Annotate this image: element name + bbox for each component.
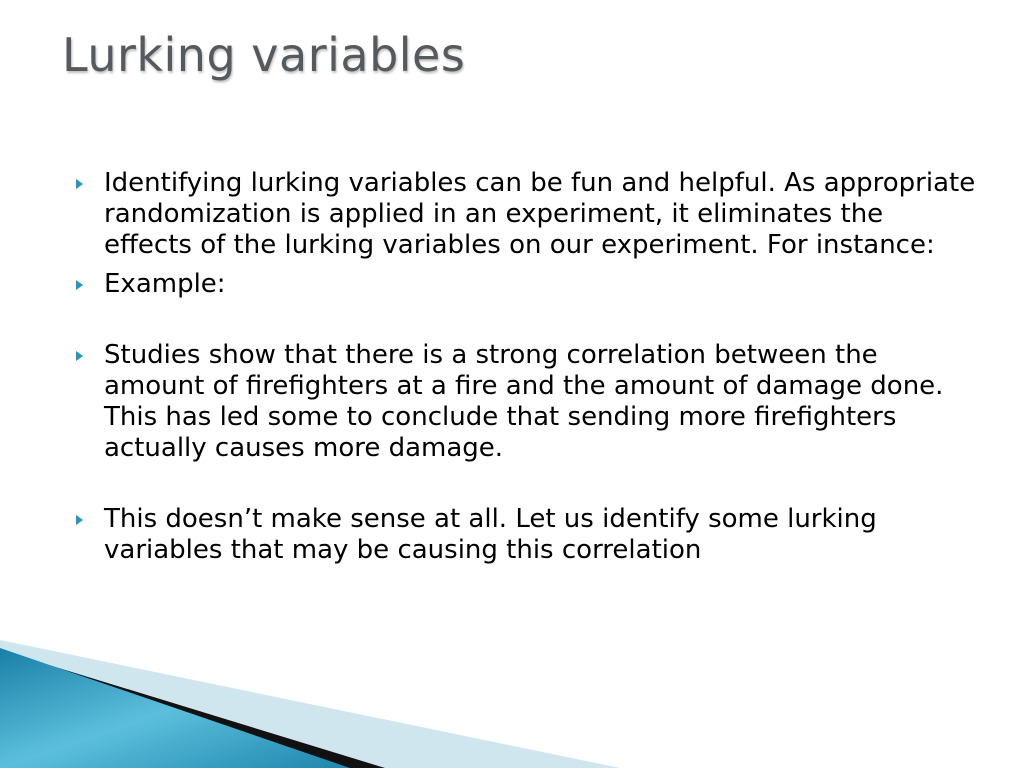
- bullet-text: Identifying lurking variables can be fun and helpful. As appropriate randomization is applied in an experiment, it eliminates the effects of the lurking variables on our experiment. For instance:: [104, 168, 976, 260]
- bullet-text: Studies show that there is a strong correlation between the amount of firefighters at a fire and the amount of damage done. This has led some to conclude that sending more firefighters actually causes more damage.: [104, 340, 944, 463]
- slide-title: Lurking variables: [62, 28, 466, 82]
- bullet-text: Example:: [104, 269, 226, 299]
- bullet-text: This doesn’t make sense at all. Let us identify some lurking variables that may be causing this correlation: [104, 504, 877, 565]
